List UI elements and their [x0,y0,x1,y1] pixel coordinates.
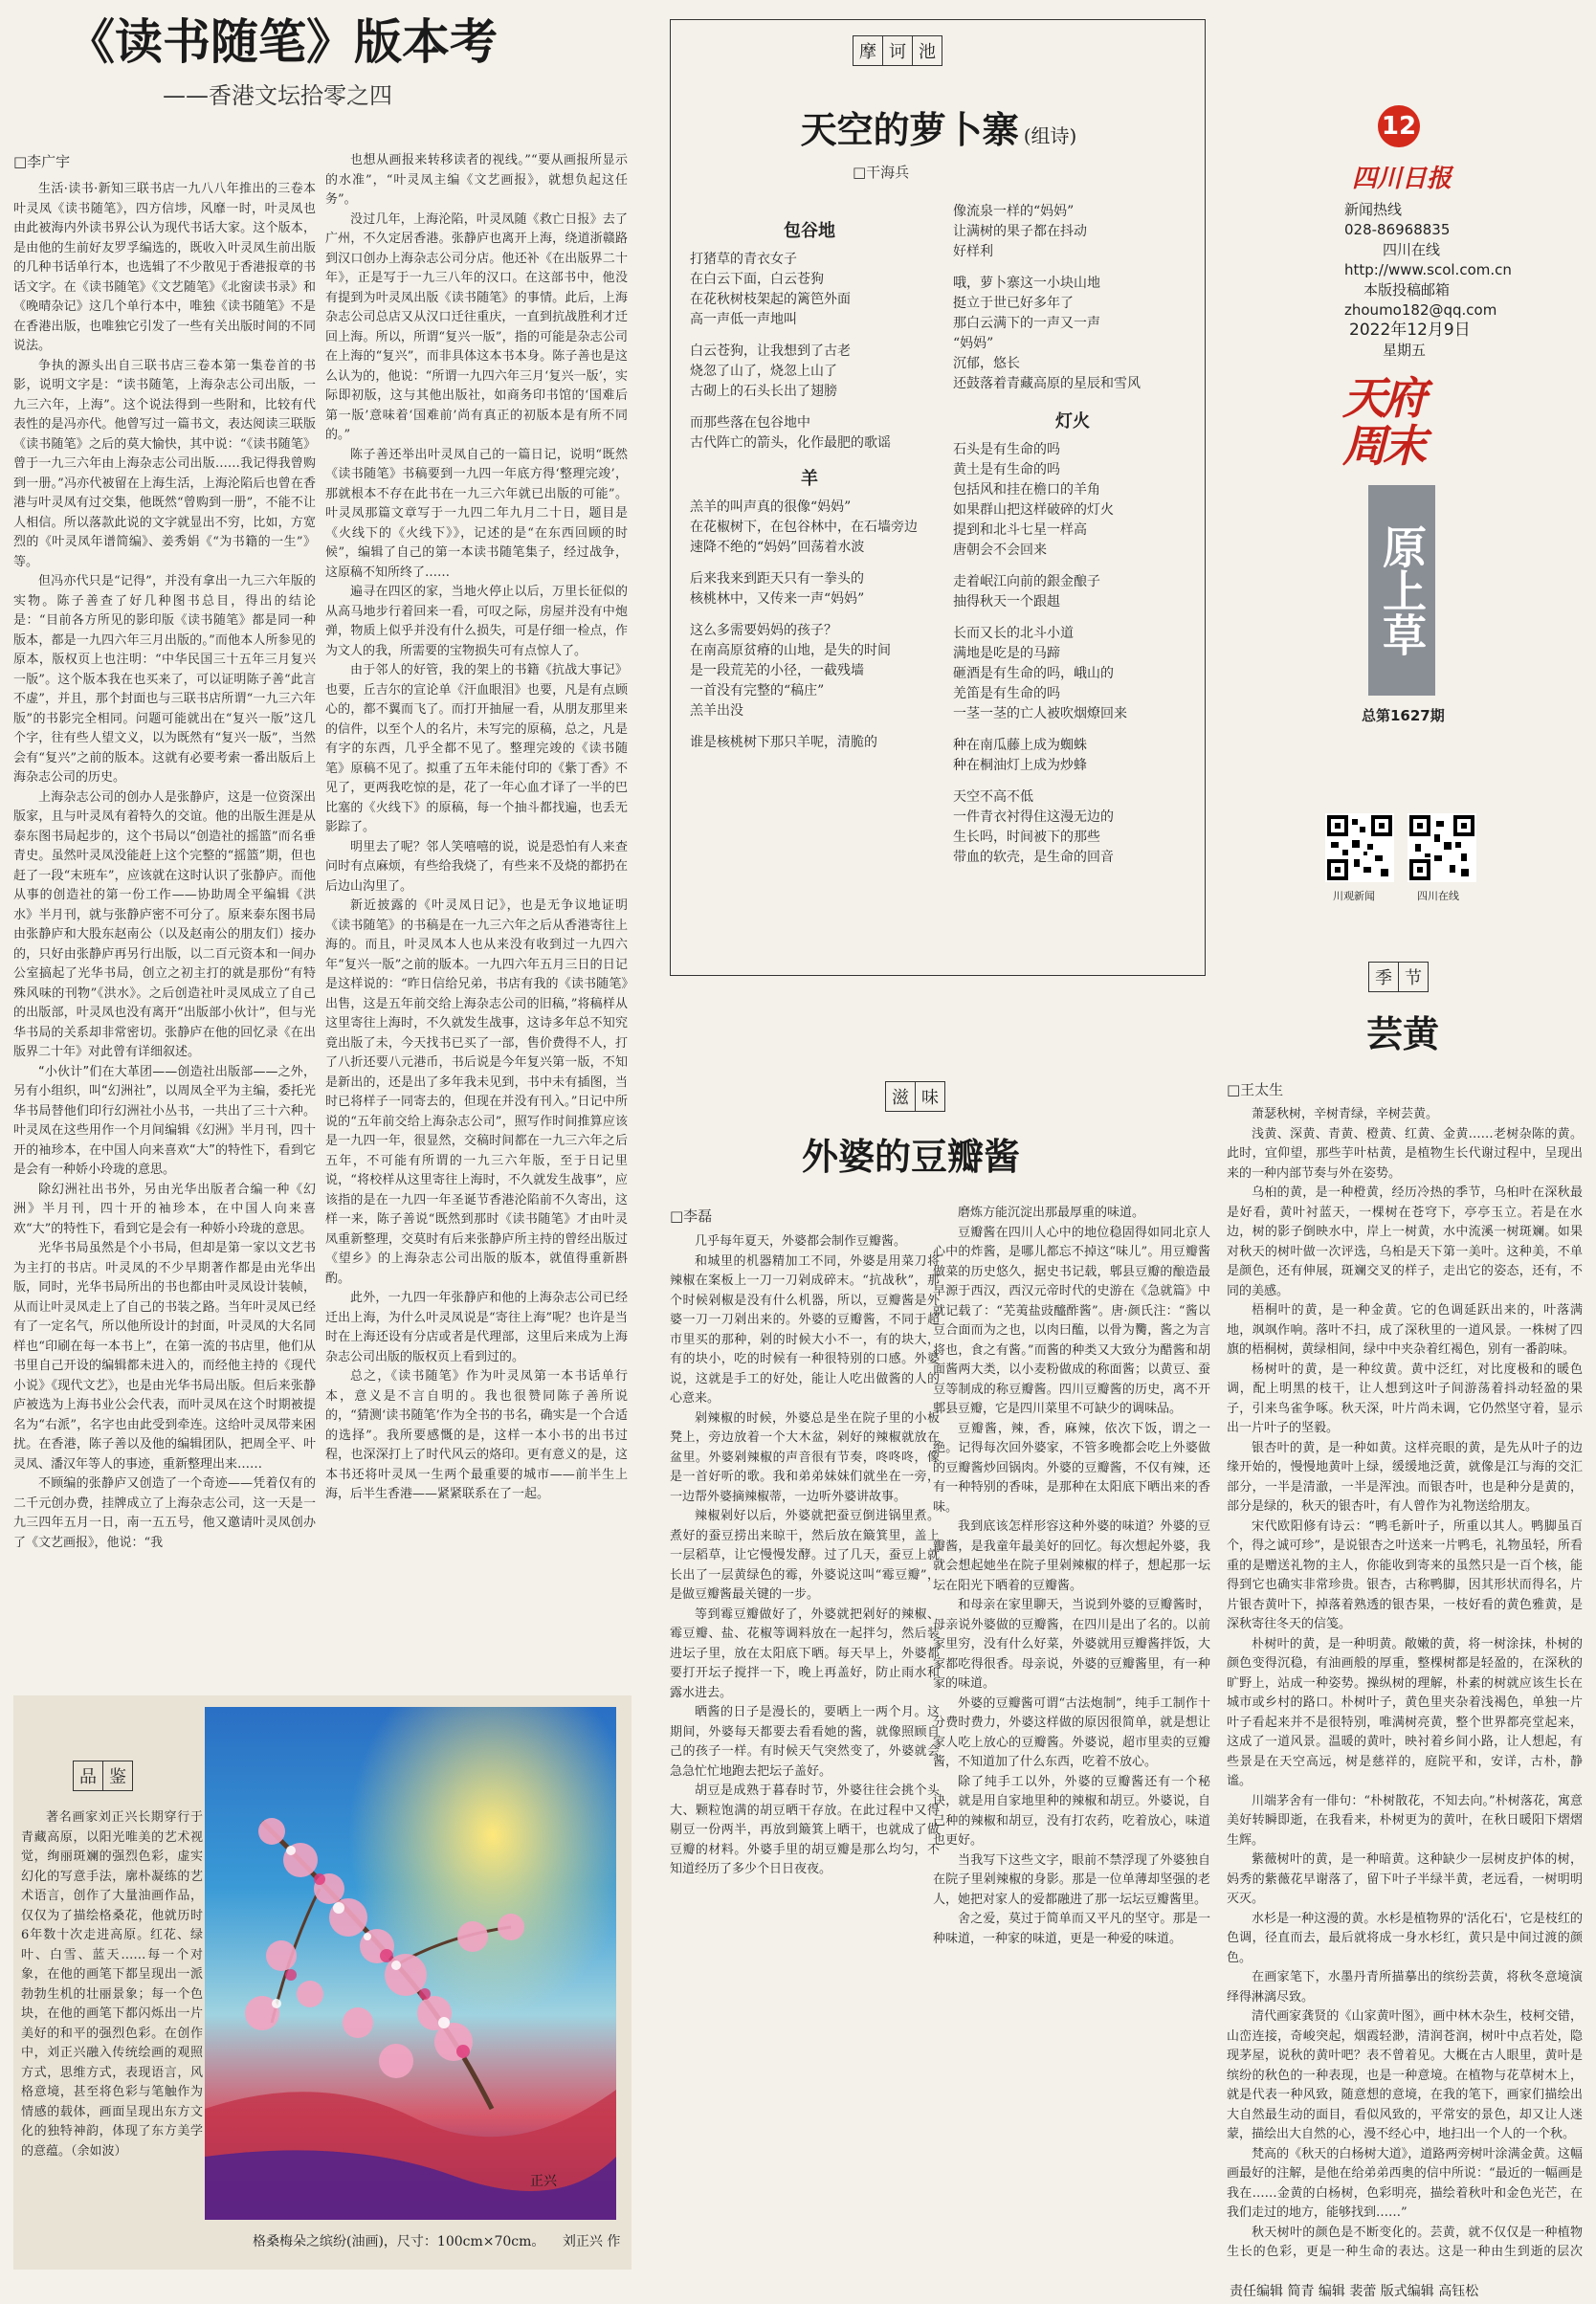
poem-line: 种在桐油灯上成为炒蜂 [953,758,1087,773]
paragraph: 萧瑟秋树，辛树青绿，辛树芸黄。 [1252,1107,1439,1121]
paragraph: 上海杂志公司的创办人是张静庐，这是一位资深出版家，且与叶灵凤有着特久的交谊。他的出版生涯是从泰东图书局起步的，这个书局以“创造社的摇篮”而名垂青史。虽然叶灵凤没能赶上这个完整的“摇篮”期，但也赶了一段“末班车”，应该就在这时认识了张静庐。而他从事的创造社的第一份工作——协助周全平编辑《洪水》半月刊，就与张静庐密不可分了。原来泰东图书局由张静庐和大股东赵南公（以及赵南公的朋友们）接办的，只好由张静庐再另行出版，以二百元资本和一间办公室搞起了光华书局，创立之初主打的就是那份“有特殊风味的刊物”《洪水》。之后创造社叶灵凤成立了自己的出版部，叶灵凤也没有离开“出版部小伙计”，但与光华书局的关系却非常密切。张静庐在他的回忆录《在出版界二十年》对此曾有详细叙述。 [13,789,316,1059]
paper-name: 四川日报 [1352,165,1452,193]
poem-line: 在南高原贫瘠的山地，是失的时间 [690,643,891,658]
poem-line [953,724,1192,736]
poem-title: 天空的萝卜寨 [800,108,1019,151]
tag-char: 鉴 [109,1767,126,1787]
poem-line: 种在南瓜藤上成为蜘蛛 [953,738,1087,753]
quote-paragraph: 明里去了呢？邻人笑嘻嘻的说，说是恐怕有人来查问时有点麻烦，有些给我烧了，有些来不及烧的都扔在后边山沟里了。 [325,839,628,894]
poem-line: 在花椒树下，在包谷林中，在石墙旁边 [690,520,918,535]
poem-line [690,721,929,733]
paragraph: 不顾编的张静庐又创造了一个奇迹——凭着仅有的二千元创办费，挂牌成立了上海杂志公司，这一天是一九三四年五月一日，南一五五号，他又邀请叶灵凤创办了《文艺画报》，他说：“我 [13,1476,316,1550]
paragraph: 和母亲在家里聊天，当说到外婆的豆瓣酱时，母亲说外婆做的豆瓣酱，在四川是出了名的。以前家里穷，没有什么好菜，外婆就用豆瓣酱拌饭，大家都吃得很香。母亲说，外婆的豆瓣酱里，有一种家的味道。 [933,1598,1210,1691]
weekday: 星期五 [1383,342,1427,359]
paragraph: 舍之爱，莫过于简单而又平凡的坚守。那是一种味道，一种家的味道，更是一种爱的味道。 [933,1912,1210,1946]
poem-line: 谁是核桃树下那只羊呢，清脆的 [690,735,877,750]
poem-section-lines [690,250,929,454]
quote-paragraph: 由于邻人的好管，我的架上的书籍《抗战大事记》也要，丘吉尔的宣论单《汗血眼泪》也要，凡是有点顾心的，都不翼而飞了。而打开抽屉一看，从朋友那里来的信件，以至个人的名片，未写完的原稿，总之，凡是有字的东西，几乎全都不见了。整理完竣的《读书随笔》原稿不见了。拟重了五年未能付印的《紫丁香》不见了，更两我吃惊的是，花了一年心血才译了一半的巴比塞的《火线下》的原稿，每一个抽斗都找遍，也丢无影踪了。 [325,663,628,834]
tag-char: 节 [1405,968,1422,988]
poem-line: 一茎一茎的亡人被吹烟燎回来 [953,706,1127,721]
poem-line [953,612,1192,624]
paragraph: 除了纯手工以外，外婆的豆瓣酱还有一个秘诀，就是用自家地里种的辣椒和胡豆。外婆说，自己种的辣椒和胡豆，没有打农药，吃着放心，味道也更好。 [933,1774,1210,1848]
paragraph: 但冯亦代只是“记得”，并没有拿出一九三六年版的实物。陈子善查了好几种图书总目，得出的结论是：“目前各方所见的影印版《读书随笔》都是同一种版本，都是一九四六年三月出版的。”而他本人所参见的原本，版权页上也注明：“中华民国三十五年三月复兴一版”。这个版本我在也买来了，可以证明陈子善“此言不虚”，并且，那个封面也与三联书店所谓“一九三六年版”的书影完全相同。问题可能就出在“复兴一版”这几个字，往有些人望文义，以为既然有“复兴一版”，当然会有“复兴”之前的版本。这就有必要考索一番出版后上海杂志公司的历史。 [13,574,316,785]
page-number: 12 [1381,112,1417,141]
poem-section-title: 灯火 [1055,411,1090,432]
poem-line: 包括风和挂在檐口的羊角 [953,482,1100,498]
poem-box [670,19,1206,976]
poem-line: 还鼓落着青藏高原的星辰和雪风 [953,376,1141,391]
poem-line: 羔羊的叫声真的很像“妈妈” [690,499,852,515]
poem-line [953,776,1192,787]
paragraph: 浅黄、深黄、青黄、橙黄、红黄、金黄……老树杂陈的黄。此时，宜仰望，那些芋叶枯黄，是植物生长代谢过程中，呈现出来的一种内部节奏与外在姿势。 [1227,1126,1583,1181]
paragraph: 清代画家龚贤的《山家黄叶图》，画中林木杂生，枝柯交错，山峦连接，奇峻突起，烟霞轻渺，清润苍润，树叶中点若处，隐现茅屋，说秋的黄叶吧？表不曾着见。大概在古人眼里，黄叶是缤纷的秋色的一种表现，也是一种意境。在植物与花草树木上，就是代表一种风致，随意想的意境，在我的笔下，画家们描绘出大自然最生动的面目，看似风致的，平常安的景色，却又让人迷蒙，描绘出大自然的心，漫不经心中，地扫出一个人的一个秋。 [1227,2009,1583,2141]
poem-line [953,262,1192,274]
poem-line: 如果群山把这样破碎的灯火 [953,502,1114,518]
article1-subtitle: ——香港文坛拾零之四 [163,82,392,109]
article1-title: 《读书随笔》版本考 [67,13,498,70]
paragraph: 此外，一九四一年张静庐和他的上海杂志公司已经迁出上海，为什么叶灵凤说是“寄往上海”呢？也许是当时在上海还设有分店或者是代理部，这里后来成为上海杂志公司出版的版权页上看到过的。 [325,1291,628,1364]
date: 2022年12月9日 [1349,321,1471,340]
article1-col1 [13,180,316,1680]
website-link[interactable]: http://www.scol.com.cn [1344,261,1512,278]
paragraph: 除幻洲社出书外，另由光华出版者合编一种《幻洲》半月刊，四十开的袖珍本，在中国人向来喜欢“大”的特性下，看到它是会有一种娇小玲珑的意思。 [13,1182,316,1236]
poem-line: 羔羊出没 [690,703,743,719]
article3-tag-wrap [885,1081,945,1112]
poem-line [690,330,929,342]
poem-line [690,402,929,413]
article3-author: □李磊 [670,1207,713,1225]
poem-line: 哦，萝卜寨这一小块山地 [953,276,1100,291]
poem-line: 提到和北斗七星一样高 [953,522,1087,538]
paragraph: 紫薇树叶的黄，是一种暗黄。这种缺少一层树皮护体的树，妈秀的紫薇花早谢落了，留下叶子半绿半黄，老远看，一树明明灭灭。 [1227,1852,1583,1906]
art-description [21,1808,203,2266]
tag-char: 摩 [853,36,883,65]
email-link[interactable]: zhoumo182@qq.com [1344,301,1497,319]
paragraph: 梵高的《秋天的白杨树大道》，道路两旁树叶涂满金黄。这幅画最好的注解，是他在给弟弟西奥的信中所说：“最近的一幅画是我在……金黄的白杨树，色彩明亮，描绘着秋叶和金色光芒，在我们走过的地方，能够找到……” [1227,2146,1583,2220]
poem-line: 打猪草的青衣女子 [690,252,797,267]
paragraph: 乌桕的黄，是一种橙黄，经历冷热的季节，乌桕叶在深秋最是好看，黄叶衬蓝天，一棵树在苍穹下，亭亭玉立。若是在水边，树的影子倒映水中，岸上一树黄，水中流溪一树斑斓。如果对秋天的树叶做一次评选，乌桕是天下第一美叶。这种美，不单是颜色，还有伸展，斑斓交叉的样子，走出它的姿态，还有，不同的美感。 [1227,1185,1583,1298]
poem-line: 砸酒是有生命的吗，峨山的 [953,666,1114,681]
paragraph: 银杏叶的黄，是一种如黄。这样亮眼的黄，是先从叶子的边缘开始的，慢慢地黄叶上绿，缓缓地泛黄，就像是江与海的交汇部分，一半是清澈，一半是浑浊。而银杏叶，也是种分是黄的，部分是绿的，秋天的银杏叶，有人曾作为礼物送给朋友。 [1227,1440,1583,1514]
painting-caption [253,2231,620,2250]
paragraph: 没过几年，上海沦陷，叶灵凤随《救亡日报》去了广州，不久定居香港。张静庐也离开上海，绕道浙赣路到汉口创办上海杂志公司分店。他还补《在出版界二十年》，正是写于一九三八年的汉口。在这部书中，他没有提到为叶灵凤出版《读书随笔》的事情。此后，上海杂志公司总店又从汉口迁往重庆，一直到抗战胜利才迁回上海。所以，所谓“复兴一版”，指的可能是杂志公司在上海的“复兴”，而非具体这本书本身。陈子善也是这么认为的，他说：“所谓一九四六年三月‘复兴一版’，实际即初版，这与其他出版社，如商务印书馆的‘国难后第一版’意味着‘国难前’尚有真正的初版本是有所不同的。” [325,211,628,442]
paragraph: 川端茅舍有一俳句：“朴树散花，不知去向。”朴树落花，寓意美好转瞬即逝，在我看来，朴树更为的黄叶，在秋日暖阳下熠熠生辉。 [1227,1793,1583,1848]
paragraph: 秋天树叶的颜色是不断变化的。芸黄，就不仅仅是一种植物生长的色彩，更是一种生命的表达。这是一种由生到逝的层次 [1227,2225,1583,2259]
article2-tag-wrap [1368,962,1429,992]
article3-col2 [933,1204,1210,2293]
poem-line: 后来我来到距天只有一拳头的 [690,571,864,587]
hotline-label: 新闻热线 [1344,201,1403,218]
paragraph: 宋代欧阳修有诗云：“鸭毛新叶子，所重以其人。鸭脚虽百个，得之诚可珍”，是说银杏之叶送来一片鸭毛，礼物虽轻，所看重的是赠送礼物的主人，你能收到寄来的虽然只是一百个核，能得到它也确实非常珍贵。银杏，古称鸭脚，因其形状而得名，片片银杏黄叶下，掉落着熟透的银杏果，一枝好看的黄色雅黄，是深秋寄往冬天的信笺。 [1227,1518,1583,1631]
page-number-badge [1378,105,1420,147]
poem-line: 挺立于世已好多年了 [953,296,1074,311]
poem-line: “妈妈” [953,336,994,351]
poem-column-tag [853,35,942,66]
artist-credit: 刘正兴 作 [562,2234,621,2249]
article2-author: □王太生 [1227,1081,1284,1098]
painting-signature: 正兴 [530,2174,557,2189]
poem-col1 [690,211,929,753]
supplement-logo: 天府周末 [1342,372,1423,472]
paragraph: 生活·读书·新知三联书店一九八八年推出的三卷本叶灵凤《读书随笔》，四方信埗，风靡一时，叶灵凤也由此被海内外读书界公认为现代书话大家。这个版本，是由他的生前好友罗孚编选的，既收入叶灵凤生前出版的几种书话单行本，也选辑了不少散见于香港报章的书话文字。在《读书随笔》《文艺随笔》《北窗读书录》和《晚晴杂记》这几个单行本中，唯独《读书随笔》不是在香港出版，也唯独它引发了一些有关出版时间的不同说法。 [13,182,316,353]
tag-char: 诃 [883,36,913,65]
poem-line: 这么多需要妈妈的孩子？ [690,623,837,638]
article3-col1 [670,1232,940,2293]
tag-char: 季 [1369,963,1399,991]
qr-icon [1325,813,1394,882]
paragraph: 豆瓣酱，辣，香，麻辣，依次下饭，谓之一绝。记得每次回外婆家，不管多晚都会吃上外婆做的豆瓣酱炒回锅肉。外婆的豆瓣酱，不仅有辣，还有一种特别的香味，是那种在太阳底下晒出来的香味。 [933,1421,1210,1515]
poem-line: 在白云下面，白云苍狗 [690,272,824,287]
poem-line: 速降不绝的“妈妈”回荡着水波 [690,540,865,555]
editor-credits: 责任编辑 简青 编辑 裴蕾 版式编辑 高钰松 [1230,2284,1479,2299]
article2-body [1227,1105,1583,2261]
poem-section-title: 包谷地 [784,221,835,241]
qr-icon [1408,813,1476,882]
paragraph: 在画家笔下，水墨丹青所描摹出的缤纷芸黄，将秋冬意境演绎得淋漓尽致。 [1227,1970,1583,2005]
art-section [13,1695,632,2270]
qr-label-1: 川观新闻 [1333,890,1375,902]
poem-line: 走着岷江向前的銀金酿子 [953,574,1100,589]
column-name: 原上草 [1376,524,1428,656]
article1-col2 [325,151,628,1680]
quote-paragraph: “小伙计”们在大革团——创造社出版部——之外，另有小组织，叫“幻洲社”，以周凤全平为主编，委托光华书局替他们印行幻洲社小丛书，一共出了三十六种。叶灵凤在这些用作一个月间编辑《幻洲》半月刊，四十开的袖珍本，在中国人向来喜欢“大”的特性下，看到它是会有一种娇小玲珑的意思。 [13,1064,316,1177]
qr-label-2: 四川在线 [1417,890,1459,902]
poem-line: 石头是有生命的吗 [953,442,1060,457]
qr-codes [1325,813,1555,919]
poem-line: 那白云满下的一声又一声 [953,316,1100,331]
poem-subtitle: (组诗) [1023,124,1077,147]
paragraph: 豆瓣酱在四川人心中的地位稳固得如同北京人心中的炸酱，是哪儿都忘不掉这“味儿”。用豆瓣酱做菜的历史悠久，据史书记载，郫县豆瓣的酿造最早源于西汉，西汉元帝时代的史游在《急就篇》中就记载了：“芜荑盐豉醯酢酱”。唐·颜氏注：“酱以豆合面而为之也，以肉曰醢，以骨为臡，酱之为言将也，食之有酱。”而酱的种类又大致分为醋酱和胡面酱两大类，以小麦粉做成的称面酱；以黄豆、蚕豆等制成的称豆瓣酱。四川豆瓣酱的历史，离不开郫县豆瓣，它是四川菜里不可缺少的调味品。 [933,1225,1210,1416]
paragraph: 我到底该怎样形容这种外婆的味道？外婆的豆瓣酱，是我童年最美好的回忆。每次想起外婆，我就会想起她坐在院子里剁辣椒的样子，想起那一坛坛在阳光下晒着的豆瓣酱。 [933,1519,1210,1593]
poem-line: 一首没有完整的“稿庄” [690,683,825,698]
paragraph: 水杉是一种这漫的黄。水杉是植物界的'活化石'，它是枝红的色调，径直而去，最后就将成一身水杉红，黄只是中间过渡的颜色。 [1227,1911,1583,1965]
caption-text: 格桑梅朵之缤纷(油画)，尺寸：100cm×70cm。 [253,2234,545,2249]
poem-section-lines [690,498,929,753]
poem-author: □干海兵 [853,164,910,181]
poem-line: 而那些落在包谷地中 [690,415,810,431]
painting-image [205,1707,616,2220]
art-text: 著名画家刘正兴长期穿行于青藏高原，以阳光唯美的艺术视觉，绚丽斑斓的强烈色彩，虚实幻化的写意手法，廓朴凝练的艺术语言，创作了大量油画作品，仅仅为了描绘格桑花，他就历时6年数十次走进高原。红花、绿叶、白雪、蓝天……每一个对象，在他的画笔下都呈现出一派勃勃生机的壮丽景象；每一个色块，在他的画笔下都闪烁出一片美好的和平的强烈色彩。在创作中，刘正兴融入传统绘画的观照方式，思维方式，表现语言，风格意境，甚至将色彩与笔触作为情感的载体，画面呈现出东方文化的独特神韵，体现了东方美学的意蕴。（余如波） [21,1810,203,2159]
tag-char: 池 [919,42,936,62]
online-label: 四川在线 [1383,241,1441,258]
tag-char: 滋 [886,1082,916,1111]
paragraph: 杨树叶的黄，是一种纹黄。黄中泛红，对比度极和的暖色调，配上明黑的枝干，让人想到这叶子间游荡着抖动轻盈的果子，引来鸟雀争啄。秋天深，叶片尚未调，它仍然坚守着，显示出一片叶子的坚毅。 [1227,1362,1583,1435]
poem-line [690,558,929,569]
email-label: 本版投稿邮箱 [1363,281,1451,299]
poem-line: 在花秋树枝架起的篱笆外面 [690,292,851,307]
poem-line: 像流泉一样的“妈妈” [953,204,1075,219]
poem-line: 高一声低一声地叫 [690,312,797,327]
qr-code-1[interactable] [1325,813,1394,882]
poem-section-lines [953,440,1192,868]
poem-line [953,561,1192,572]
poem-line: 黄土是有生命的吗 [953,462,1060,477]
poem-line: 是一段荒芜的小径，一截残墙 [690,663,864,678]
paragraph: 朴树叶的黄，是一种明黄。敞嫩的黄，将一树涂抹，朴树的颜色变得沉稳，有油画般的厚重，整棵树都是轻盈的，在深秋的旷野上，站成一种姿势。操纵树的理解，朴素的树就应该生长在城市或乡村的路口。朴树叶子，黄色里夹杂着浅褐色，单独一片叶子看起来并不是很特别，唯满树亮黄，整个世界都亮堂起来，这成了一道风景。温暖的黄叶，映衬着乡间小路，让人想起，有些景是在天空高远，树是慈祥的，庭院平和，安详，古朴，静谧。 [1227,1636,1583,1788]
article3-title: 外婆的豆瓣酱 [802,1135,1021,1178]
paragraph: 争执的源头出自三联书店三卷本第一集卷首的书影，说明文字是：“读书随笔，上海杂志公司出版，一九三六年，上海”。这个说法得到一些附和，比较有代表性的是冯亦代。他曾写过一篇书文，表达阅读三联版《读书随笔》之后的莫大愉快，其中说：“《读书随笔》曾于一九三六年由上海杂志公司出版……我记得我曾购到一册。”冯亦代被留在上海生活，上海沦陷后也曾在香港与叶灵凤有过交集，他既然“曾购到一册”，不能不让人相信。所以落款此说的文字就显出不穷，比如，方宽烈的《叶灵凤年谱简编》、姜秀娟《“为书籍的一生”》等。 [13,358,316,569]
article2-title: 芸黄 [1366,1012,1440,1055]
poem-line: 古代阵亡的箭头，化作最肥的歌谣 [690,435,891,451]
paragraph: 梧桐叶的黄，是一种金黄。它的色调延跃出来的，叶落满地，飒飒作响。落叶不扫，成了深秋里的一道风景。一株树了四旗的梧桐树，黄绿相间，绿中中夹杂着红褐色，别有一番韵味。 [1227,1303,1583,1357]
hotline: 028-86968835 [1344,221,1451,238]
poem-line [690,609,929,621]
issue-number: 总第1627期 [1362,707,1445,724]
paragraph: 总之，《读书随笔》作为叶灵凤第一本书话单行本，意义是不言自明的。我也很赞同陈子善所说的，“猜测‘读书随笔’作为全书的书名，确实是一个合适的选择”。我所要感慨的是，这样一本小书的出书过程，也深深打上了时代风云的烙印。更有意义的是，这本书还将叶灵凤一生两个最重要的城市——前半生上海，后半生香港——紧紧联系在了一起。 [325,1369,628,1501]
poem-line: 带血的软壳，是生命的回音 [953,850,1114,865]
poem-line: 生长吗，时间被下的那些 [953,830,1100,845]
tag-char: 味 [921,1088,939,1108]
poem-col2 [953,202,1192,868]
qr-code-2[interactable] [1408,813,1476,882]
paragraph: 新近披露的《叶灵凤日记》，也是无争议地证明《读书随笔》的书稿是在一九三六年之后从香港寄往上海的。而且，叶灵凤本人也从来没有收到过一九四六年“复兴一版”之前的版本。一九四六年五月三日的日记是这样说的：“昨日信给兄弟，书店有我的《读书随笔》出售，这是五年前交给上海杂志公司的旧稿，”将稿样从这里寄往上海时，不久就发生战事，这诗多年总不知究竟出版了未，今天找书已买了一部，售价费得不人，打了八折还要八元港币，书后说是今年复兴第一版，不知是新出的，还是出了多年我未见到，书中未有插图，当时已将样子一同寄去的，但现在并没有刊入。”日记中所说的“五年前交给上海杂志公司”，照写作时间推算应该是一九四一年，很显然，交稿时间都在一九三六年之后五年，不可能有所谓的一九三六年版，至于日记里说，“将校样从这里寄往上海时，不久就发生战事”，应该指的是在一九四一年圣诞节香港沦陷前不久寄出，这样一来，陈子善说“既然到那时《读书随笔》才由叶灵凤重新整理，交莫时有后来张静庐所主持的曾经出版过《望乡》的上海杂志公司出版的版本，就值得重新斟酌。 [325,898,628,1286]
poem-line: 抽得秋天一个跟趄 [953,594,1060,609]
painting [205,1707,616,2220]
quote-paragraph: 遍寻在四区的家，当地火停止以后，万里长征似的从高马地步行着回来一看，可叹之际，房屋并没有中炮弹，物质上似乎并没有什么损失，可是仔细一检点，作为文人的我，所需要的宝物损失可有点惊人了。 [325,585,628,658]
article2-column-tag [1368,962,1429,992]
paragraph: 剁辣椒的时候，外婆总是坐在院子里的小板凳上，旁边放着一个大木盆，剁好的辣椒就放在盆里。外婆剁辣椒的声音很有节奏，咚咚咚，像是一首好听的歌。我和弟弟妹妹们就坐在一旁，一边帮外婆摘辣椒蒂，一边听外婆讲故事。 [670,1410,940,1504]
paragraph: 陈子善还举出叶灵凤自己的一篇日记，说明“既然《读书随笔》书稿要到一九四一年底方得‘整理完竣’，那就根本不存在此书在一九三六年就已出版的可能”。叶灵凤那篇文章写于一九四二年九月二十日，题目是《火线下的《火线下》》，记述的是“在东西回顾的时候”，编辑了自己的第一本读书随笔集子，经过战争，这原稿不知所终了…… [325,447,628,580]
poem-line: 烧忽了山了，烧忽上山了 [690,364,837,379]
poem-line: 羌笛是有生命的吗 [953,686,1060,701]
paragraph: 外婆的豆瓣酱可谓“古法炮制”，纯手工制作十分费时费力，外婆这样做的原因很简单，就是想让家人吃上放心的豆瓣酱。外婆说，超市里卖的豆瓣酱，不知道加了什么东西，吃着不放心。 [933,1695,1210,1769]
paragraph: 晒酱的日子是漫长的，要晒上一两个月。这期间，外婆每天都要去看看她的酱，就像照顾自己的孩子一样。有时候天气突然变了，外婆就会急急忙忙地跑去把坛子盖好。 [670,1705,940,1779]
poem-line: 一件青衣衬得住这漫无边的 [953,809,1114,825]
poem-section-lines [953,202,1192,394]
paragraph: 磨炼方能沉淀出那最厚重的味道。 [958,1206,1145,1220]
column-name-block [1368,485,1435,696]
paragraph: 等到霉豆瓣做好了，外婆就把剁好的辣椒、霉豆瓣、盐、花椒等调料放在一起拌匀，然后装进坛子里，放在太阳底下晒。每天早上，外婆都要打开坛子搅拌一下，晚上再盖好，防止雨水和露水进去。 [670,1606,940,1700]
paragraph: 光华书局虽然是个小书局，但却是第一家以文艺书为主打的书店。叶灵凤的不少早期著作都是由光华出版，同时，光华书局所出的书也都由叶灵凤设计装帧，从而让叶灵凤走上了自己的书装之路。当年叶灵凤已经有了一定名气，所以他所设计的封面，叶灵凤的大名同样也“印刷在每一本书上”，在第一流的书店里，他们从书里自己开设的编辑都未进入的，而经他主持的《现代小说》《现代文艺》，也是由光华书局出版。但后来张静庐被选为上海书业公会代表，而叶灵凤在这个时期被提名为“右派”，名字也由此受到牵连。这给叶灵凤带来困扰。在香港，陈子善以及他的编辑团队，把周全平、叶灵凤、潘汉年等人的事迹，重新整理出来…… [13,1241,316,1472]
poem-line: 好样利 [953,244,993,259]
poem-line: 沉郁，悠长 [953,356,1020,371]
poem-line: 天空不高不低 [953,789,1033,805]
masthead [1335,105,1564,775]
poem-line: 让满树的果子都在抖动 [953,224,1087,239]
paragraph: 也想从画报来转移读者的视线。”“要从画报所显示的水准”，“叶灵凤主编《文艺画报》，就想负起这任务”。 [325,153,628,207]
paragraph: 胡豆是成熟于暮春时节，外婆往往会挑个头大、颗粒饱满的胡豆晒干存放。在此过程中又得剔豆一份两半，再放到簸箕上晒干，也就成了做豆瓣的材料。外婆手里的胡豆瓣是那么均匀，不知道经历了多少个日日夜夜。 [670,1783,940,1876]
poem-line: 古砌上的石头长出了翅膀 [690,384,837,399]
poem-line: 唐朝会不会回来 [953,543,1047,558]
poem-section-title: 羊 [801,469,818,489]
poem-line: 白云苍狗，让我想到了古老 [690,343,851,359]
paragraph: 辣椒剁好以后，外婆就把蚕豆倒进锅里煮。煮好的蚕豆捞出来晾干，然后放在簸箕里，盖上一层稻草，让它慢慢发酵。过了几天，蚕豆上就长出了一层黄绿色的霉，外婆说这叫“霉豆瓣”，是做豆瓣酱最关键的一步。 [670,1509,940,1602]
article3-column-tag [885,1081,945,1112]
poem-line: 满地是吃是的马蹄 [953,646,1060,661]
poem-title-row [671,100,1207,153]
paragraph: 几乎每年夏天，外婆都会制作豆瓣酱。 [695,1234,907,1249]
paragraph: 当我写下这些文字，眼前不禁浮现了外婆独自在院子里剁辣椒的身影。那是一位单薄却坚强的老人，她把对家人的爱都融进了那一坛坛豆瓣酱里。 [933,1852,1210,1907]
article1-author: □李广宇 [13,153,71,170]
tag-char: 品 [74,1761,103,1790]
art-column-tag [73,1761,133,1791]
paragraph: 和城里的机器精加工不同，外婆是用菜刀将辣椒在案板上一刀一刀剁成碎末。“抗战秋”，那个时候剁椒是没有什么机器，所以，豆瓣酱是外婆一刀一刀剁出来的。外婆的豆瓣酱，不同于超市里买的那种，剁的时候大小不一，有的块大，有的块小，吃的时候有一种很特别的口感。外婆说，这就是手工的好处，能让人吃出做酱的人的心意来。 [670,1253,940,1406]
poem-line: 长而又长的北斗小道 [953,626,1074,641]
poem-line: 核桃林中，又传来一声“妈妈” [690,591,865,607]
